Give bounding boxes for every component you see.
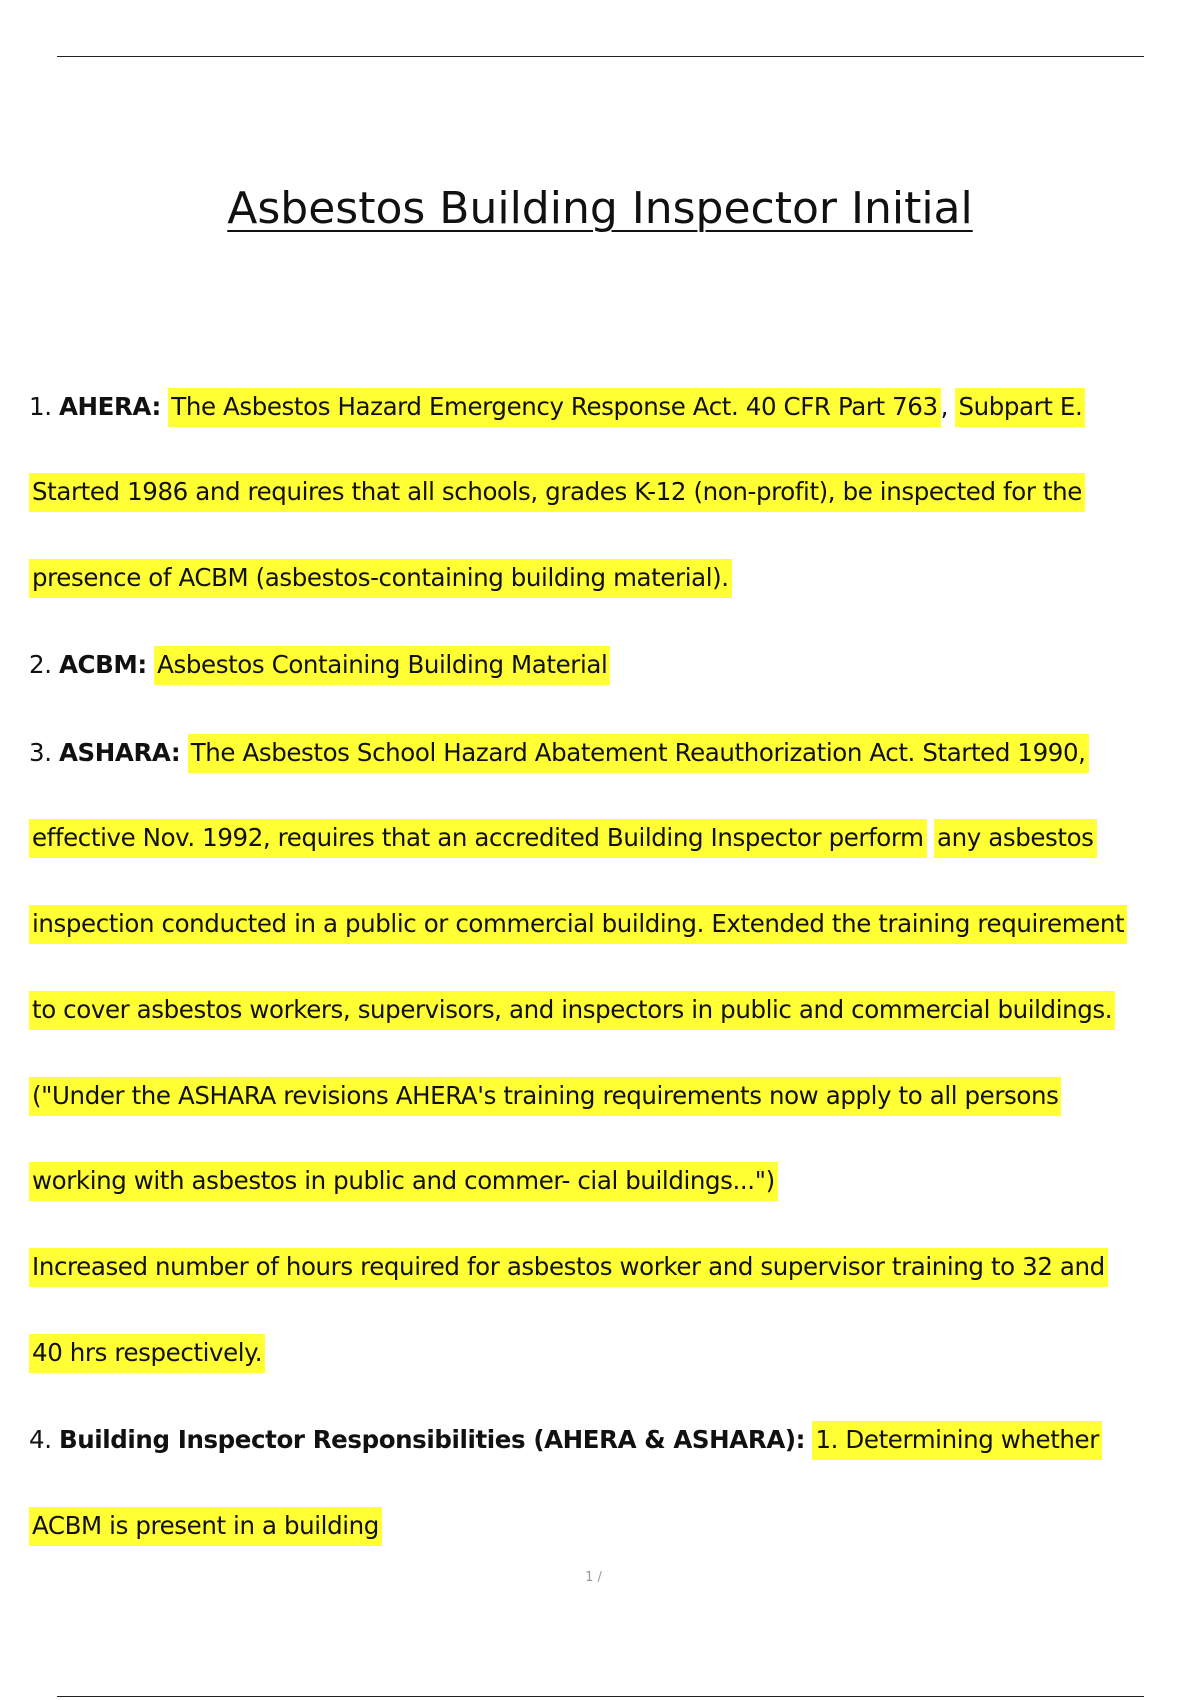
highlighted-text: Subpart E. — [955, 388, 1085, 427]
line-5 — [29, 738, 1089, 767]
highlighted-text: presence of ACBM (asbestos-containing building material). — [29, 559, 732, 598]
line-13 — [29, 1425, 1102, 1454]
line-12 — [29, 1338, 265, 1367]
highlighted-text: Increased number of hours required for asbestos worker and supervisor training to 32 and — [29, 1248, 1108, 1287]
line-8 — [29, 995, 1115, 1024]
highlighted-text: ACBM is present in a building — [29, 1507, 382, 1546]
item-term: ACBM: — [58, 650, 147, 679]
line-2 — [29, 477, 1085, 506]
highlighted-text: inspection conducted in a public or commercial building. Extended the training requirement — [29, 905, 1127, 944]
item-number: 2. — [29, 650, 52, 679]
line-7 — [29, 909, 1127, 938]
item-term: AHERA: — [58, 392, 161, 421]
highlighted-text: any asbestos — [934, 819, 1097, 858]
item-number: 3. — [29, 738, 52, 767]
page-title: Asbestos Building Inspector Initial — [227, 183, 973, 234]
line-11 — [29, 1252, 1108, 1281]
top-rule — [57, 56, 1144, 57]
highlighted-text: 40 hrs respectively. — [29, 1334, 265, 1373]
line-6 — [29, 823, 1097, 852]
item-number: 1. — [29, 392, 52, 421]
page-number: 1 / — [585, 1570, 602, 1585]
highlighted-text: ("Under the ASHARA revisions AHERA's training requirements now apply to all persons — [29, 1077, 1061, 1116]
item-term: ASHARA: — [58, 738, 181, 767]
line-3 — [29, 563, 732, 592]
item-term: Building Inspector Responsibilities (AHERA & ASHARA): — [58, 1425, 806, 1454]
highlighted-text: The Asbestos School Hazard Abatement Reauthorization Act. Started 1990, — [188, 734, 1089, 773]
line-4 — [29, 650, 610, 679]
line-1 — [29, 392, 1085, 421]
highlighted-text: The Asbestos Hazard Emergency Response Act. 40 CFR Part 763 — [168, 388, 940, 427]
highlighted-text: Asbestos Containing Building Material — [154, 646, 610, 685]
highlighted-text: to cover asbestos workers, supervisors, and inspectors in public and commercial buildings. — [29, 991, 1115, 1030]
line-10 — [29, 1166, 778, 1195]
bottom-rule — [57, 1696, 1144, 1697]
highlighted-text: Started 1986 and requires that all schools, grades K-12 (non-profit), be inspected for the — [29, 473, 1085, 512]
highlighted-text: working with asbestos in public and commer- cial buildings...") — [29, 1162, 778, 1201]
separator: , — [940, 392, 949, 421]
highlighted-text: 1. Determining whether — [812, 1421, 1101, 1460]
line-9 — [29, 1081, 1061, 1110]
item-number: 4. — [29, 1425, 52, 1454]
line-14 — [29, 1511, 382, 1540]
highlighted-text: effective Nov. 1992, requires that an accredited Building Inspector perform — [29, 819, 927, 858]
